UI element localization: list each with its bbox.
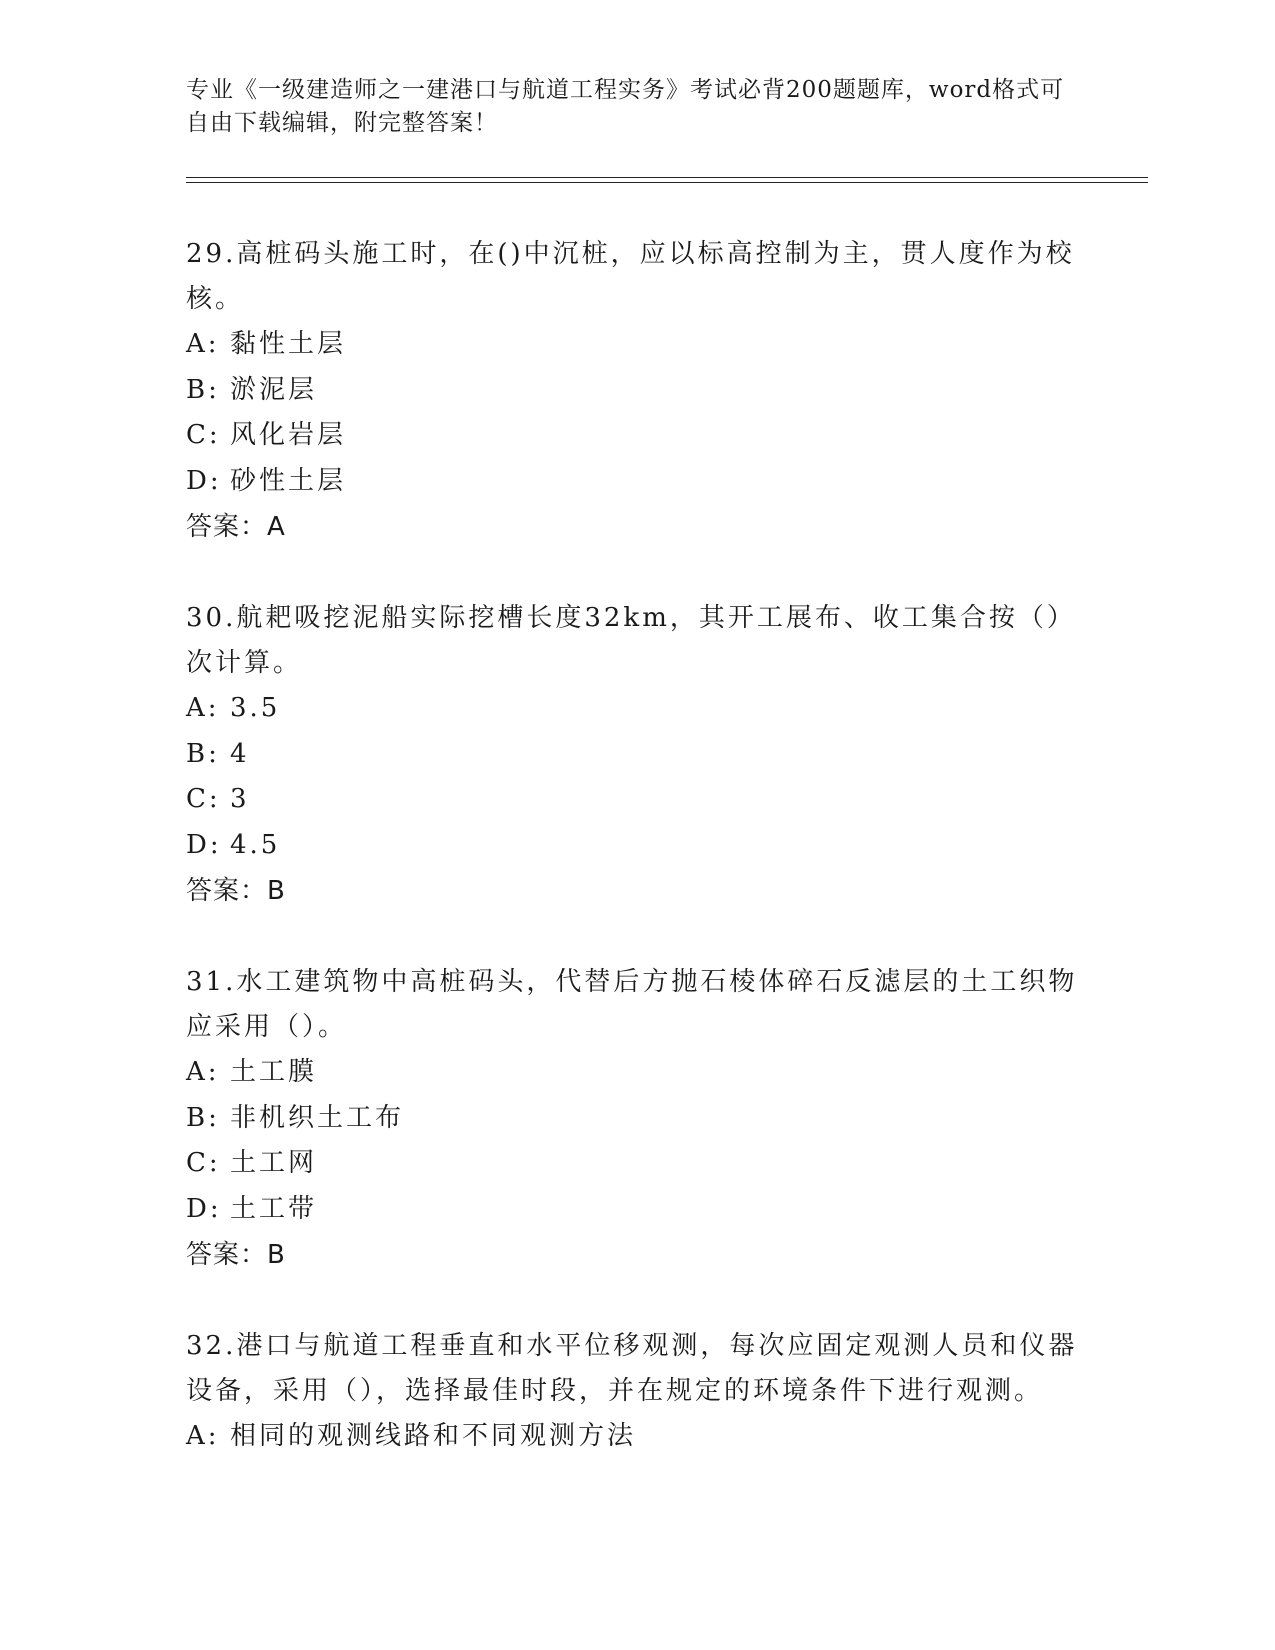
option-a: [186, 1050, 1086, 1096]
option-b: [186, 732, 1086, 778]
answer-line: 答案：B: [186, 1240, 286, 1270]
option-text: 土工网: [230, 1148, 318, 1178]
option-d: [186, 459, 1086, 505]
option-text: 土工带: [230, 1193, 318, 1224]
question-32: [186, 1324, 1086, 1460]
option-b: [186, 368, 1086, 414]
question-stem: 29.高桩码头施工时，在()中沉桩，应以标高控制为主，贯人度作为校核。: [186, 239, 1075, 314]
option-label: A:: [186, 329, 220, 359]
option-a: [186, 322, 1086, 368]
answer-line: 答案：B: [186, 876, 286, 906]
question-stem: 30.航耙吸挖泥船实际挖槽长度32km，其开工展布、收工集合按（）次计算。: [186, 603, 1076, 678]
option-text: 相同的观测线路和不同观测方法: [230, 1421, 637, 1451]
option-text: 黏性土层: [230, 329, 347, 359]
option-text: 3: [230, 784, 250, 814]
option-label: A:: [186, 1421, 220, 1451]
question-stem: 31.水工建筑物中高桩码头，代替后方抛石棱体碎石反滤层的土工织物应采用（）。: [186, 967, 1078, 1042]
option-label: D:: [186, 829, 222, 860]
option-label: D:: [186, 465, 222, 496]
option-text: 风化岩层: [230, 420, 347, 450]
option-b: [186, 1096, 1086, 1142]
option-text: 4: [230, 738, 250, 769]
option-label: A:: [186, 693, 220, 723]
option-label: C:: [186, 1148, 221, 1178]
option-a: [186, 686, 1086, 732]
option-label: C:: [186, 420, 221, 450]
header-divider-bottom: [186, 182, 1148, 183]
question-30: [186, 596, 1086, 914]
question-29: [186, 232, 1086, 550]
answer-line: 答案：A: [186, 512, 286, 542]
document-header: 专业《一级建造师之一建港口与航道工程实务》考试必背200题题库，word格式可自由下载编辑，附完整答案！: [186, 77, 1065, 136]
option-d: [186, 1187, 1086, 1233]
option-c: [186, 777, 1086, 823]
option-c: [186, 413, 1086, 459]
option-text: 砂性土层: [230, 465, 347, 496]
option-text: 非机织土工布: [230, 1102, 405, 1133]
option-text: 淤泥层: [230, 374, 318, 405]
option-label: D:: [186, 1193, 222, 1224]
option-c: [186, 1141, 1086, 1187]
option-d: [186, 823, 1086, 869]
option-a: [186, 1414, 1086, 1460]
option-label: B:: [186, 374, 220, 405]
question-31: [186, 960, 1086, 1278]
option-label: A:: [186, 1057, 220, 1087]
option-text: 4.5: [230, 829, 281, 860]
header-divider-top: [186, 177, 1148, 178]
option-label: B:: [186, 738, 220, 769]
option-label: C:: [186, 784, 221, 814]
option-text: 3.5: [230, 693, 281, 723]
option-label: B:: [186, 1102, 220, 1133]
question-stem: 32.港口与航道工程垂直和水平位移观测，每次应固定观测人员和仪器设备，采用（），选择最佳时段，并在规定的环境条件下进行观测。: [186, 1331, 1078, 1406]
option-text: 土工膜: [230, 1057, 318, 1087]
